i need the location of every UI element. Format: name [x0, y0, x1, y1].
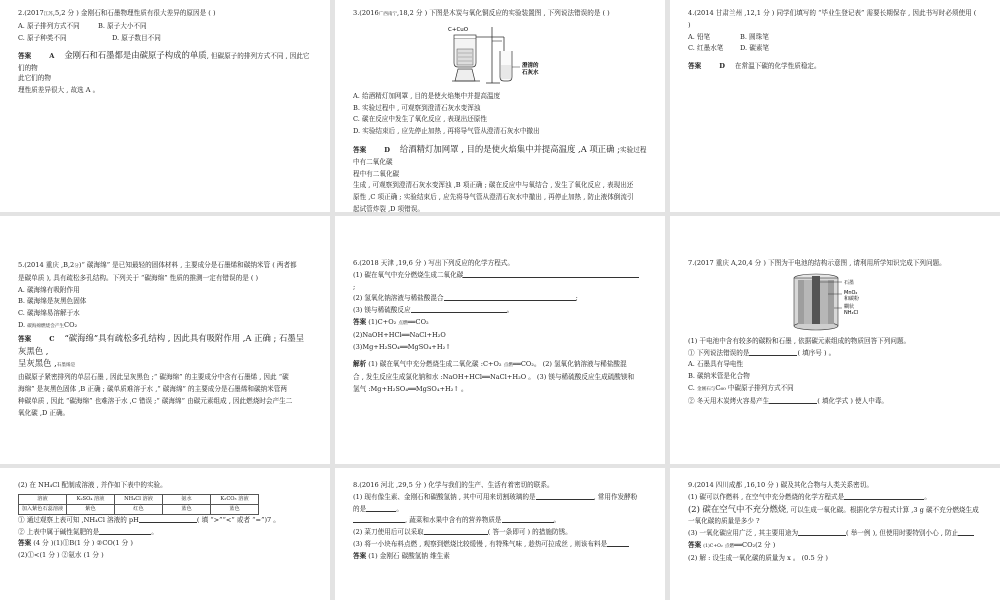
answer-1: 答案 (1)C+O₂ 点燃══CO₂ [353, 317, 429, 326]
sub-question-2-cont: 一氧化碳的质量是多少 ? [688, 517, 760, 526]
figure-label-reactants: C+CuO [448, 26, 469, 33]
question-card-9 [670, 468, 1000, 600]
option-b: B. 碳纳米管是化合物 [688, 372, 750, 381]
sub-question-1b: ② 冬天用木炭烤火容易产生 ( 填化学式 ) 使人中毒。 [688, 396, 889, 405]
table-cell: K₂CO₃ 溶液 [211, 494, 259, 504]
question-card-5 [0, 216, 330, 464]
sub-question-2: (2) 菜刀使用后可以采取 ( 答一条即可 ) 的措施防锈。 [353, 528, 572, 537]
table-cell: 蓝色 [163, 504, 211, 514]
sub-question-1: (1) 干电池中含有较多的碳粉和石墨 , 依据碳元素组成的物质回答下列问题。 [688, 336, 911, 345]
table-cell: 蓝色 [211, 504, 259, 514]
option-d: D. 碳海绵燃烧会产生CO₂ [18, 320, 78, 329]
label-paste: 糊状 [844, 303, 855, 310]
question-stem: 6.(2018 天津 ,19,6 分 ) 写出下列反应的化学方程式。 [353, 259, 514, 267]
table-cell: 紫色 [67, 504, 115, 514]
experiment-table [18, 494, 259, 515]
sub-question-3: (3) 一氧化碳应用广泛 , 其主要用途为 ( 举一例 ), 但使用时要特别小心 , 防止 [688, 528, 982, 540]
option-b: B. 实验过程中 , 可观察到澄清石灰水变浑浊 [353, 103, 481, 112]
table-cell: 氨水 [163, 494, 211, 504]
explanation-1: 解析 (1) 碳在氧气中充分燃烧生成二氧化碳 :C+O₂ 点燃══CO₂。 (2) 氢氧化钠溶液与稀盐酸混 [353, 360, 627, 369]
apparatus-diagram [440, 23, 560, 87]
table-cell: 加入紫色石蕊溶液 [19, 504, 67, 514]
question-stem-end: ) [688, 20, 691, 29]
answer-line: 程中有二氧化碳 [353, 169, 400, 178]
table-cell: K₂SO₄ 溶液 [67, 494, 115, 504]
sub-question-1-cont2: , 蔬菜和水果中含有的营养物质是 。 [353, 515, 647, 527]
sub-question-2: (2) 氢氧化钠溶液与稀盐酸混合 ; [353, 294, 578, 303]
answer-line: 海绵” 是灰黑色固体 ,B 正确 ; 碳单质难溶于水 ,“ 碳海绵” 的主要成分是石墨烯和碳纳米管两 [18, 384, 287, 393]
option-c: C. 碳海绵易溶解于水 [18, 309, 80, 318]
answer-block: 答案 C “碳海绵”具有疏松多孔结构 , 因此具有吸附作用 ,A 正确 ; 石墨呈灰黑色 , [18, 332, 305, 356]
question-card-7 [670, 216, 1000, 464]
answer-line: 呈灰黑色 ,石墨烯是 [18, 358, 76, 369]
explanation-2: 合 , 发生反应生成氯化钠和水 :NaOH+HCl══NaCl+H₂O 。 (3) 镁与稀硫酸反应生成硫酸镁和 [353, 373, 635, 382]
answer-block: 答案 A 金刚石和石墨都是由碳原子构成的单质, 但碳原子的排列方式不同 , 因此它们的物 [18, 50, 310, 73]
answer-2: (2)①<(1 分 ) ②氨水 (1 分 ) [18, 551, 104, 560]
answer-line: 由碳原子紧密排列的单层石墨 , 因此呈灰黑色 ;“ 碳海绵” 的主要成分中含有石墨烯 , 因此 “碳 [18, 373, 289, 382]
question-stem: 3.(2016广西南宁,18,2 分 ) 下图是木炭与氧化铜反应的实验装置图 , 下列说法错误的是 ( ) [353, 9, 610, 17]
label-nh4cl: NH₄Cl [844, 309, 859, 316]
answer-line: 理性质差异很大 , 故选 A 。 [18, 85, 100, 94]
sub-question-1a: ① 下列说法错误的是 ( 填序号 ) 。 [688, 348, 836, 357]
question-card-8 [335, 468, 665, 600]
sub-question-1: (1) 碳可以作燃料 , 在空气中充分燃烧的化学方程式是 。 [688, 492, 931, 501]
sub-question-1: (1) 碳在氧气中充分燃烧生成二氧化碳 [353, 270, 647, 282]
sub-question-2b: ② 上表中属于碱性氮肥的是 。 [18, 527, 158, 536]
label-graphite: 石墨 [844, 279, 855, 286]
question-stem: 8.(2016 河北 ,29,5 分 ) 化学与我们的生产、生活有着密切的联系。 [353, 481, 554, 489]
option-b: B. 碳海绵是灰黑色固体 [18, 297, 87, 306]
question-stem: 7.(2017 重庆 A,20,4 分 ) 下图为干电池的结构示意图 , 请利用所学知识完成下列问题。 [688, 259, 946, 267]
answer-line: 氧化碳 ,D 正确。 [18, 408, 70, 417]
answer-line: 生成 , 可观察到澄清石灰水变浑浊 ,B 项正确 ; 碳在反应中与氧结合 , 发生了氧化反应 , 表现出还 [353, 181, 634, 190]
question-card-6 [335, 216, 665, 464]
option-a: A. 石墨具有导电性 [688, 360, 744, 369]
answer-block: 答案 D 给酒精灯加网罩 , 目的是使火焰集中并提高温度 ,A 项正确 ;实验过程中有二氧化碳 [353, 143, 647, 166]
label-mno2: MnO₂ [844, 289, 858, 296]
answer-line: 起试管炸裂 ,D 项错误。 [353, 204, 424, 212]
question-card-4 [670, 0, 1000, 212]
options-row-2: C. 红墨水笔 D. 碳素笔 [688, 44, 770, 53]
table-cell: 红色 [115, 504, 163, 514]
options-row-2: C. 原子种类不同 D. 原子数目不同 [18, 33, 161, 42]
answer-block: 答案 (1) 金刚石 碳酸氢钠 维生素 [353, 551, 450, 560]
answer-2: (2) 解 : 设生成一氧化碳的质量为 x 。 (0.5 分 ) [688, 553, 828, 562]
option-c: C. 金刚石与C₆₀ 中碳原子排列方式不同 [688, 383, 794, 392]
table-header-row [19, 494, 259, 504]
option-a: A. 碳海绵有吸附作用 [18, 285, 80, 294]
sub-question-3: (3) 镁与稀硫酸反应 。 [353, 306, 514, 315]
question-stem: 5.(2014 重庆 ,B,2分)“ 碳海绵” 是已知最轻的固体材料 , 主要成分是石墨烯和碳纳米管 ( 两者都 [18, 261, 297, 269]
answer-line: 原性 ,C 项正确 ; 实验结束后 , 应先将导气管从澄清石灰水中撤出 , 再停止加热 , 防止液体倒流引 [353, 193, 634, 202]
sub-question-1-end: ; [353, 282, 356, 291]
answer-1: 答案 (1)C+O₂ 点燃══CO₂(2 分 ) [688, 540, 776, 549]
sub-question-2: (2) 碳在空气中不充分燃烧, 可以生成一氧化碳。根据化学方程式计算 ,3 g 碳不充分燃烧生成 [688, 503, 979, 514]
sub-question-1-cont: 的是 。 [353, 504, 403, 513]
figure-label-limewater-2: 石灰水 [522, 69, 539, 76]
question-stem-2: 是碳单质 ), 具有疏松多孔结构。下列关于 “碳海绵” 性质的推测一定有错误的是 ( ) [18, 273, 259, 282]
table-cell: 溶液 [19, 494, 67, 504]
options-row-1: A. 铅笔 B. 圆珠笔 [688, 32, 769, 41]
figure-label-limewater: 澄清的 [522, 62, 539, 69]
options-row-1: A. 原子排列方式不同 B. 原子大小不同 [18, 21, 147, 30]
sub-question-2: (2) 在 NH₄Cl 配制成溶液 , 并作如下表中的实验。 [18, 481, 167, 489]
option-a: A. 给酒精灯加网罩 , 目的是使火焰集中并提高温度 [353, 91, 501, 100]
sub-question-3: (3) 将一小块布料点燃 , 观察到燃烧比较缓慢 , 有特殊气味 , 趁热可拉成丝 , 则该布料是 [353, 539, 647, 551]
answer-3: (3)Mg+H₂SO₄══MgSO₄+H₂↑ [353, 342, 451, 351]
question-card-3 [335, 0, 665, 212]
option-d: D. 实验结束后 , 应先停止加热 , 再将导气管从澄清石灰水中撤出 [353, 127, 540, 136]
answer-block: 答案 D 在常温下碳的化学性质稳定。 [688, 62, 821, 71]
table-row [19, 504, 259, 514]
question-stem: 4.(2014 甘肃兰州 ,12,1 分 ) 同学们填写的 “毕业生登记表” 需要长期保存 , 因此书写时必须使用 ( [688, 9, 977, 17]
answer-2: (2)NaOH+HCl══NaCl+H₂O [353, 330, 446, 339]
question-stem: 9.(2014 四川成都 ,16,10 分 ) 碳及其化合物与人类关系密切。 [688, 481, 873, 489]
answer-line: 此它们的物 [18, 73, 51, 82]
table-cell: NH₄Cl 溶液 [115, 494, 163, 504]
sub-question-1: (1) 现有像生素、金刚石和碳酸氢钠 , 其中可用来切割玻璃的是 , 常用作发酵粉 [353, 492, 638, 501]
option-c: C. 碳在反应中发生了氧化反应 , 表现出还原性 [353, 115, 487, 124]
battery-figure [688, 272, 982, 332]
apparatus-figure [353, 23, 647, 87]
explanation-3: 氢气 :Mg+H₂SO₄══MgSO₄+H₂↑ 。 [353, 384, 468, 393]
label-carbon-powder: 和碳粉 [844, 295, 860, 302]
question-card-7-continued [0, 468, 330, 600]
battery-diagram [790, 272, 880, 332]
answer-1: 答案 (4 分 )(1)①B(1 分 ) ②CO(1 分 ) [18, 539, 133, 548]
sub-question-2a: ① 通过观察上表可知 ,NH₄Cl 溶液的 pH ( 填 “>”“<” 或者 “=”)7 。 [18, 515, 280, 524]
question-stem: 2.(2017江苏,5,2 分 ) 金刚石和石墨物理性质有很大差异的原因是 ( ) [18, 9, 216, 17]
question-card-2 [0, 0, 330, 212]
answer-line: 种碳单质 , 因此 “碳海绵” 也难溶于水 ,C 错误 ;“ 碳海绵” 由碳元素组成 , 因此燃烧时会产生二 [18, 396, 293, 405]
